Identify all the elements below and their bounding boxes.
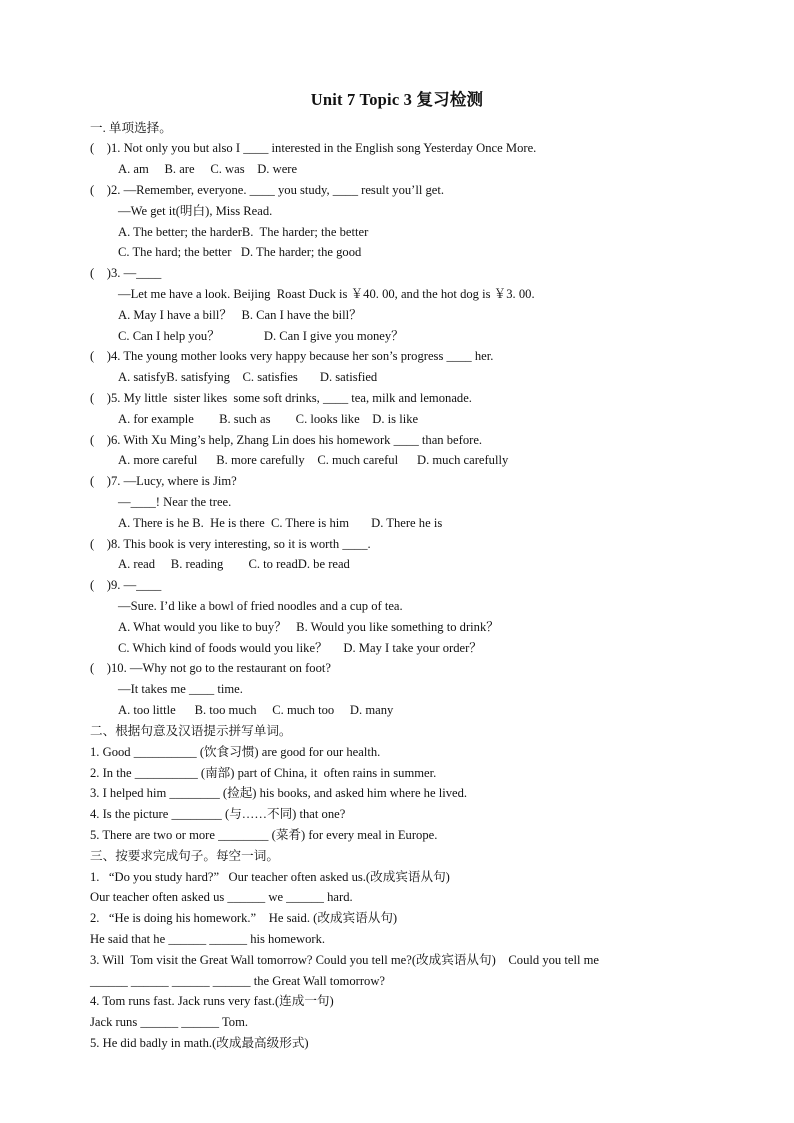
question-3-stem: ( )3. —____ [90, 266, 162, 280]
question-5-options: A. for example B. such as C. looks like D. is like [118, 412, 419, 426]
question-2-options-cd: C. The hard; the better D. The harder; the good [118, 245, 362, 259]
question-2-stem: ( )2. —Remember, everyone. ____ you study, ____ result you’ll get. [90, 183, 445, 197]
question-9-dialogue: —Sure. I’d like a bowl of fried noodles and a cup of tea. [118, 599, 403, 613]
question-8-options: A. read B. reading C. to readD. be read [118, 557, 350, 571]
question-3-options-cd: C. Can I help you？ D. Can I give you money？ [118, 329, 404, 343]
question-3-options-ab: A. May I have a bill？ B. Can I have the bill？ [118, 308, 362, 322]
rewrite-5-prompt: 5. He did badly in math.(改成最高级形式) [90, 1036, 309, 1050]
question-8-stem: ( )8. This book is very interesting, so it is worth ____. [90, 537, 371, 551]
spelling-item-5: 5. There are two or more ________ (菜肴) for every meal in Europe. [90, 828, 438, 842]
question-10-stem: ( )10. —Why not go to the restaurant on foot? [90, 661, 331, 675]
question-4-options: A. satisfyB. satisfying C. satisfies D. satisfied [118, 370, 378, 384]
question-7-dialogue: —____! Near the tree. [118, 495, 232, 509]
rewrite-3-answer: ______ ______ ______ ______ the Great Wall tomorrow? [90, 974, 386, 988]
rewrite-2-prompt: 2. “He is doing his homework.” He said. (改成宾语从句) [90, 911, 398, 925]
question-10-options: A. too little B. too much C. much too D. many [118, 703, 394, 717]
question-6-options: A. more careful B. more carefully C. much careful D. much carefully [118, 453, 509, 467]
rewrite-2-answer: He said that he ______ ______ his homework. [90, 932, 326, 946]
spelling-item-1: 1. Good __________ (饮食习惯) are good for our health. [90, 745, 381, 759]
question-5-stem: ( )5. My little sister likes some soft drinks, ____ tea, milk and lemonade. [90, 391, 472, 405]
spelling-item-2: 2. In the __________ (南部) part of China, it often rains in summer. [90, 766, 437, 780]
section2-heading: 二、根据句意及汉语提示拼写单词。 [90, 724, 292, 738]
spelling-item-4: 4. Is the picture ________ (与……不同) that one? [90, 807, 346, 821]
question-7-stem: ( )7. —Lucy, where is Jim? [90, 474, 237, 488]
question-9-options-ab: A. What would you like to buy？ B. Would you like something to drink？ [118, 620, 499, 634]
rewrite-1-answer: Our teacher often asked us ______ we ______ hard. [90, 890, 353, 904]
section3-heading: 三、按要求完成句子。每空一词。 [90, 849, 279, 863]
section1-heading: 一. 单项选择。 [90, 121, 172, 135]
rewrite-4-prompt: 4. Tom runs fast. Jack runs very fast.(连成一句) [90, 994, 334, 1008]
rewrite-1-prompt: 1. “Do you study hard?” Our teacher often asked us.(改成宾语从句) [90, 870, 450, 884]
spelling-item-3: 3. I helped him ________ (捡起) his books, and asked him where he lived. [90, 786, 468, 800]
question-2-dialogue: —We get it(明白), Miss Read. [118, 204, 273, 218]
question-2-options-ab: A. The better; the harderB. The harder; the better [118, 225, 369, 239]
rewrite-4-answer: Jack runs ______ ______ Tom. [90, 1015, 249, 1029]
question-9-options-cd: C. Which kind of foods would you like？ D. May I take your order？ [118, 641, 482, 655]
question-4-stem: ( )4. The young mother looks very happy because her son’s progress ____ her. [90, 349, 494, 363]
page-title: Unit 7 Topic 3 复习检测 [310, 90, 484, 109]
question-7-options: A. There is he B. He is there C. There is him D. There he is [118, 516, 443, 530]
question-10-dialogue: —It takes me ____ time. [118, 682, 243, 696]
question-1-stem: ( )1. Not only you but also I ____ interested in the English song Yesterday Once More. [90, 141, 537, 155]
question-3-dialogue: —Let me have a look. Beijing Roast Duck is ￥40. 00, and the hot dog is ￥3. 00. [118, 287, 535, 301]
question-1-options: A. am B. are C. was D. were [118, 162, 298, 176]
question-6-stem: ( )6. With Xu Ming’s help, Zhang Lin does his homework ____ than before. [90, 433, 483, 447]
rewrite-3-prompt: 3. Will Tom visit the Great Wall tomorrow? Could you tell me?(改成宾语从句) Could you tell me [90, 953, 599, 967]
question-9-stem: ( )9. —____ [90, 578, 162, 592]
